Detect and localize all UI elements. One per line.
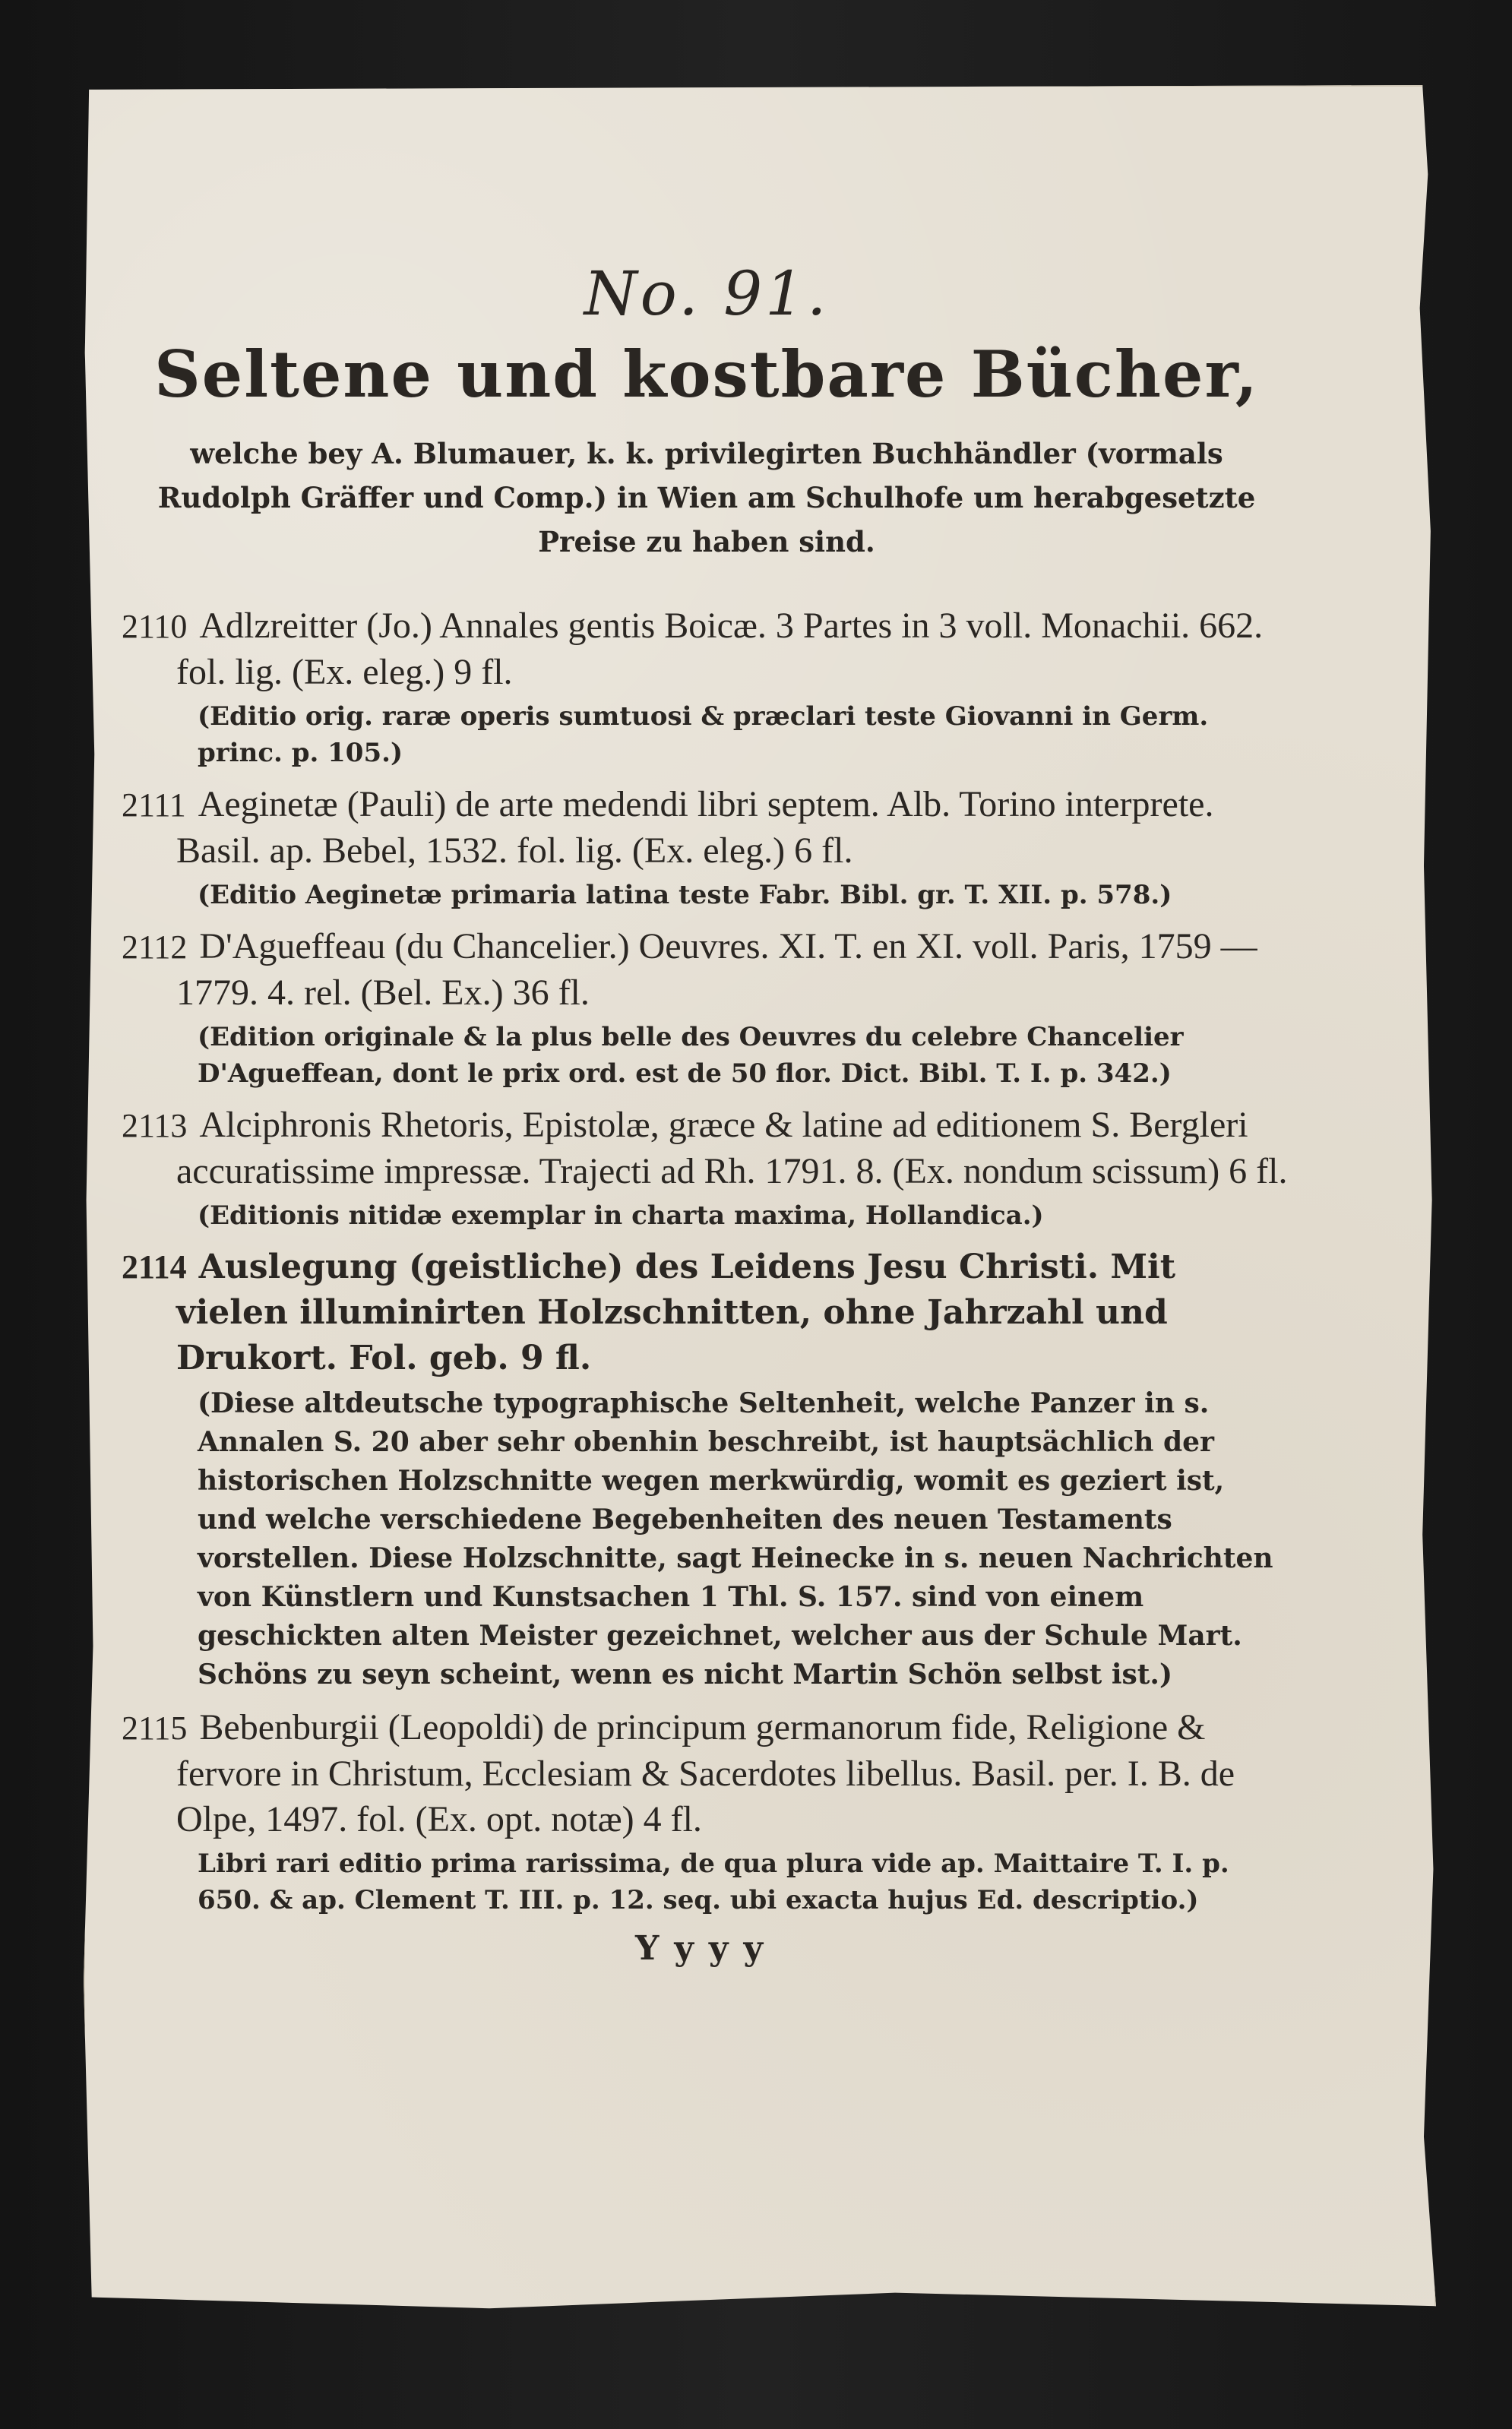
- entry-2115: [122, 1705, 1292, 1918]
- entry-note: Libri rari editio prima rarissima, de qua plura vide ap. Maittaire T. I. p. 650. & ap. Clement T. III. p. 12. seq. ubi exacta hujus Ed. descriptio.): [198, 1849, 1229, 1915]
- entry-text: Alciphronis Rhetoris, Epistolæ, græce & latine ad editionem S. Bergleri accuratissime impressæ. Trajecti ad Rh. 1791. 8. (Ex. nondum scissum) 6 fl.: [176, 1105, 1288, 1191]
- signature-mark: Yyyy: [634, 1929, 779, 1968]
- entry-note: (Editionis nitidæ exemplar in charta maxima, Hollandica.): [198, 1200, 1044, 1231]
- entry-main: [122, 1102, 1292, 1194]
- entry-2111: [122, 782, 1292, 913]
- entry-2113: [122, 1102, 1292, 1234]
- entry-number: 2114: [122, 1248, 187, 1286]
- entry-note: (Editio Aeginetæ primaria latina teste Fabr. Bibl. gr. T. XII. p. 578.): [198, 880, 1172, 910]
- entry-note: (Editio orig. raræ operis sumtuosi & præclari teste Giovanni in Germ. princ. p. 105.): [198, 701, 1209, 768]
- page-content: [122, 258, 1292, 1968]
- page-title: Seltene und kostbare Bücher,: [154, 337, 1259, 412]
- entry-note: (Edition originale & la plus belle des Oeuvres du celebre Chancelier D'Agueffean, dont le prix ord. est de 50 flor. Dict. Bibl. T. I. p. 342.): [198, 1022, 1184, 1089]
- entry-main: [122, 603, 1292, 695]
- entry-text: Adlzreitter (Jo.) Annales gentis Boicæ. 3 Partes in 3 voll. Monachii. 662. fol. lig. (Ex. eleg.) 9 fl.: [176, 606, 1264, 692]
- entry-text: Aeginetæ (Pauli) de arte medendi libri septem. Alb. Torino interprete. Basil. ap. Bebel, 1532. fol. lig. (Ex. eleg.) 6 fl.: [176, 784, 1214, 871]
- entry-number: 2111: [122, 786, 186, 824]
- sheet-number: No. 91.: [584, 258, 830, 329]
- page-subtitle: welche bey A. Blumauer, k. k. privilegirten Buchhändler (vormals Rudolph Gräffer und Comp.) in Wien am Schulhofe um herabgesetzte Preise zu haben sind.: [157, 437, 1256, 558]
- entry-text: Auslegung (geistliche) des Leidens Jesu Christi. Mit vielen illuminirten Holzschnitten, ohne Jahrzahl und Drukort. Fol. geb. 9 fl.: [176, 1248, 1176, 1377]
- entry-main: [122, 924, 1292, 1016]
- entry-number: 2115: [122, 1709, 188, 1747]
- entry-text: Bebenburgii (Leopoldi) de principum germanorum fide, Religione & fervore in Christum, Ecclesiam & Sacerdotes libellus. Basil. per. I. B. de Olpe, 1497. fol. (Ex. opt. notæ) 4 fl.: [176, 1707, 1235, 1839]
- entry-number: 2110: [122, 608, 188, 645]
- entry-number: 2112: [122, 928, 188, 966]
- entry-2114: [122, 1245, 1292, 1694]
- entry-number: 2113: [122, 1107, 188, 1144]
- entry-main: [122, 1245, 1292, 1381]
- entry-main: [122, 1705, 1292, 1842]
- entry-2112: [122, 924, 1292, 1092]
- entry-text: D'Agueffeau (du Chancelier.) Oeuvres. XI. T. en XI. voll. Paris, 1759 — 1779. 4. rel. (Bel. Ex.) 36 fl.: [176, 926, 1257, 1013]
- entry-main: [122, 782, 1292, 874]
- entry-2110: [122, 603, 1292, 771]
- entry-note: (Diese altdeutsche typographische Seltenheit, welche Panzer in s. Annalen S. 20 aber sehr obenhin beschreibt, ist hauptsächlich der historischen Holzschnitte wegen merkwürdig, womit es geziert ist, und welche verschiedene Begebenheiten des neuen Testaments vorstellen. Diese Holzschnitte, sagt Heinecke in s. neuen Nachrichten von Künstlern und Kunstsachen 1 Thl. S. 157. sind von einem geschickten alten Meister gezeichnet, welcher aus der Schule Mart. Schöns zu seyn scheint, wenn es nicht Martin Schön selbst ist.): [198, 1387, 1273, 1690]
